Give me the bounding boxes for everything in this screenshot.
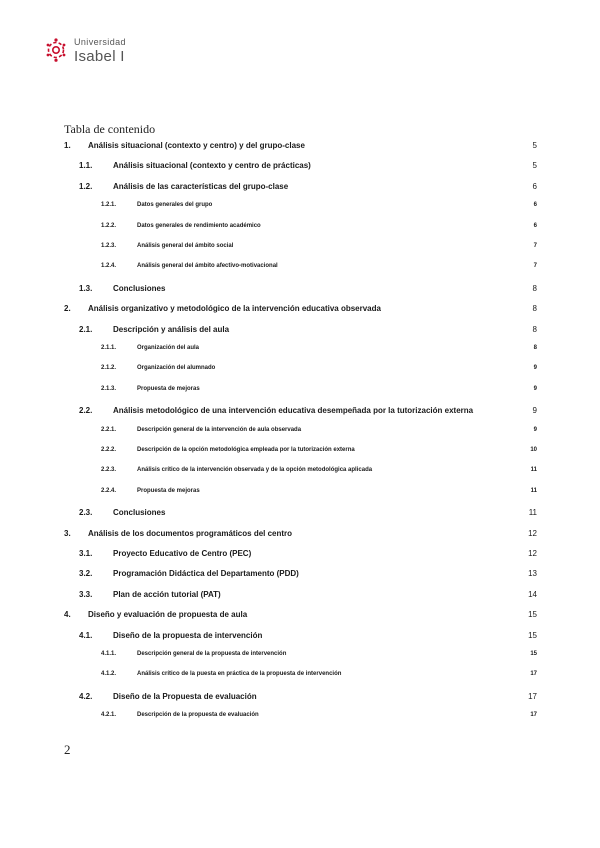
toc-entry-number: 4.2.1. [101, 712, 117, 719]
toc-entry[interactable] [0, 529, 600, 543]
toc-entry-page: 10 [530, 447, 537, 453]
toc-entry-page: 7 [533, 243, 537, 249]
toc-title: Tabla de contenido [64, 122, 156, 136]
toc-entry[interactable] [0, 365, 600, 379]
toc-entry-page: 9 [532, 406, 537, 416]
toc-entry-title: Descripción de la propuesta de evaluación [137, 712, 259, 719]
toc-entry[interactable] [0, 610, 600, 624]
toc-entry-page: 6 [532, 181, 537, 191]
toc-entry[interactable] [0, 427, 600, 441]
toc-entry-title: Proyecto Educativo de Centro (PEC) [113, 549, 252, 558]
toc-entry[interactable] [0, 671, 600, 685]
toc-entry-page: 11 [530, 487, 537, 494]
toc-entry-page: 17 [530, 712, 537, 719]
toc-entry[interactable] [0, 325, 600, 339]
toc-entry-number: 1. [64, 141, 71, 150]
toc-entry-title: Propuesta de mejoras [137, 487, 200, 494]
logo-emblem-icon [44, 37, 68, 63]
toc-entry-title: Diseño y evaluación de propuesta de aula [88, 610, 248, 620]
toc-entry-number: 4. [64, 610, 71, 620]
toc-entry-title: Análisis general del ámbito social [137, 243, 234, 249]
toc-entry-page: 9 [533, 365, 537, 372]
toc-entry[interactable] [0, 590, 600, 604]
toc-entry-number: 1.2.3. [101, 243, 117, 249]
toc-entry[interactable] [0, 386, 600, 400]
toc-entry-number: 1.2.4. [101, 263, 117, 270]
toc-entry-title: Análisis organizativo y metodológico de la intervención educativa observada [88, 304, 381, 314]
toc-entry-page: 8 [532, 324, 537, 334]
toc-entry-page: 5 [532, 161, 537, 171]
toc-entry-number: 1.2. [79, 181, 93, 191]
toc-entry-number: 4.2. [79, 691, 93, 701]
toc-entry[interactable] [0, 345, 600, 359]
toc-entry-page: 12 [528, 528, 537, 538]
toc-entry-title: Organización del aula [137, 345, 200, 351]
toc-entry-number: 3.1. [79, 549, 93, 558]
university-logo [44, 37, 126, 64]
toc-entry-page: 9 [533, 426, 537, 433]
toc-entry-number: 2.2.1. [101, 426, 117, 433]
toc-entry-title: Análisis metodológico de una intervención educativa desempeñada por la tutorización externa [113, 406, 474, 416]
toc-entry-title: Descripción general de la intervención de aula observada [137, 426, 302, 433]
toc-entry-title: Diseño de la Propuesta de evaluación [113, 691, 257, 701]
toc-entry-number: 3.3. [79, 589, 93, 599]
toc-entry[interactable] [0, 263, 600, 277]
toc-entry-title: Análisis crítico de la puesta en práctica de la propuesta de intervención [137, 671, 342, 678]
toc-entry-number: 4.1. [79, 630, 93, 640]
toc-entry-title: Análisis de las características del grupo-clase [113, 181, 289, 191]
toc-entry[interactable] [0, 223, 600, 237]
toc-entry-page: 6 [533, 222, 537, 229]
toc-entry-title: Análisis situacional (contexto y centro) y del grupo-clase [88, 141, 305, 150]
toc-entry-number: 2.1.2. [101, 365, 117, 372]
toc-entry[interactable] [0, 304, 600, 318]
toc-entry[interactable] [0, 569, 600, 583]
toc-entry-title: Conclusiones [113, 508, 166, 518]
toc-entry-title: Datos generales del grupo [137, 202, 213, 209]
toc-entry-page: 9 [533, 385, 537, 392]
toc-entry[interactable] [0, 692, 600, 706]
toc-entry-page: 15 [528, 610, 537, 620]
logo-text-university: Universidad [74, 37, 126, 47]
toc-entry-page: 15 [528, 630, 537, 640]
toc-entry-title: Análisis general del ámbito afectivo-motivacional [137, 263, 278, 270]
toc-entry[interactable] [0, 549, 600, 563]
toc-entry[interactable] [0, 631, 600, 645]
toc-entry-title: Análisis crítico de la intervención observada y de la opción metodológica aplicada [137, 467, 373, 474]
toc-entry[interactable] [0, 651, 600, 665]
toc-entry[interactable] [0, 508, 600, 522]
toc-entry-page: 11 [528, 508, 537, 518]
toc-entry-title: Análisis situacional (contexto y centro de prácticas) [113, 161, 311, 171]
toc-entry-page: 15 [530, 651, 537, 657]
toc-entry-number: 3. [64, 528, 71, 538]
toc-entry-title: Análisis de los documentos programáticos del centro [88, 528, 293, 538]
toc-entry-page: 8 [532, 304, 537, 314]
toc-entry[interactable] [0, 447, 600, 461]
toc-entry-number: 4.1.1. [101, 651, 117, 657]
page-number: 2 [64, 742, 71, 757]
toc-entry-title: Datos generales de rendimiento académico [137, 222, 261, 229]
logo-text-name: Isabel I [74, 48, 125, 65]
toc-entry-page: 12 [528, 549, 537, 558]
toc-entry-title: Propuesta de mejoras [137, 385, 200, 392]
toc-entry[interactable] [0, 467, 600, 481]
toc-entry[interactable] [0, 141, 600, 155]
toc-entry-number: 2.3. [79, 508, 93, 518]
toc-entry[interactable] [0, 712, 600, 726]
toc-entry-number: 1.2.1. [101, 202, 117, 209]
toc-entry-number: 2.1. [79, 324, 93, 334]
toc-entry-title: Diseño de la propuesta de intervención [113, 630, 263, 640]
toc-entry-page: 17 [530, 671, 537, 678]
toc-entry-page: 5 [532, 141, 537, 150]
toc-entry-number: 2.1.1. [101, 345, 117, 351]
toc-entry-page: 7 [533, 263, 537, 270]
toc-entry-page: 6 [533, 202, 537, 209]
toc-entry-title: Programación Didáctica del Departamento (PDD) [113, 569, 299, 579]
toc-entry-title: Descripción y análisis del aula [113, 324, 230, 334]
toc-entry-page: 17 [528, 691, 537, 701]
toc-entry[interactable] [0, 161, 600, 175]
toc-entry[interactable] [0, 488, 600, 502]
toc-entry-title: Plan de acción tutorial (PAT) [113, 589, 221, 599]
toc-entry-page: 11 [530, 467, 537, 474]
toc-entry-number: 3.2. [79, 569, 93, 579]
toc-entry-number: 4.1.2. [101, 671, 117, 678]
toc-entry-number: 2.2.2. [101, 447, 117, 453]
toc-entry[interactable] [0, 182, 600, 196]
toc-entry-number: 2.2.3. [101, 467, 117, 474]
toc-entry-number: 1.1. [79, 161, 93, 171]
toc-entry-page: 14 [528, 589, 537, 599]
toc-entry[interactable] [0, 406, 600, 420]
toc-entry-title: Descripción de la opción metodológica empleada por la tutorización externa [137, 447, 355, 453]
toc-entry[interactable] [0, 202, 600, 216]
toc-entry-number: 2. [64, 304, 71, 314]
toc-entry-page: 8 [533, 345, 537, 351]
toc-entry-title: Conclusiones [113, 283, 166, 293]
toc-entry-number: 2.2.4. [101, 487, 117, 494]
toc-entry[interactable] [0, 243, 600, 257]
toc-entry-number: 1.2.2. [101, 222, 117, 229]
toc-entry-page: 8 [532, 283, 537, 293]
toc-entry-title: Descripción general de la propuesta de intervención [137, 651, 287, 657]
toc-entry-number: 2.2. [79, 406, 93, 416]
toc-entry-number: 1.3. [79, 283, 93, 293]
toc-entry-number: 2.1.3. [101, 385, 117, 392]
toc-entry[interactable] [0, 284, 600, 298]
toc-entry-page: 13 [528, 569, 537, 579]
toc-entry-title: Organización del alumnado [137, 365, 216, 372]
